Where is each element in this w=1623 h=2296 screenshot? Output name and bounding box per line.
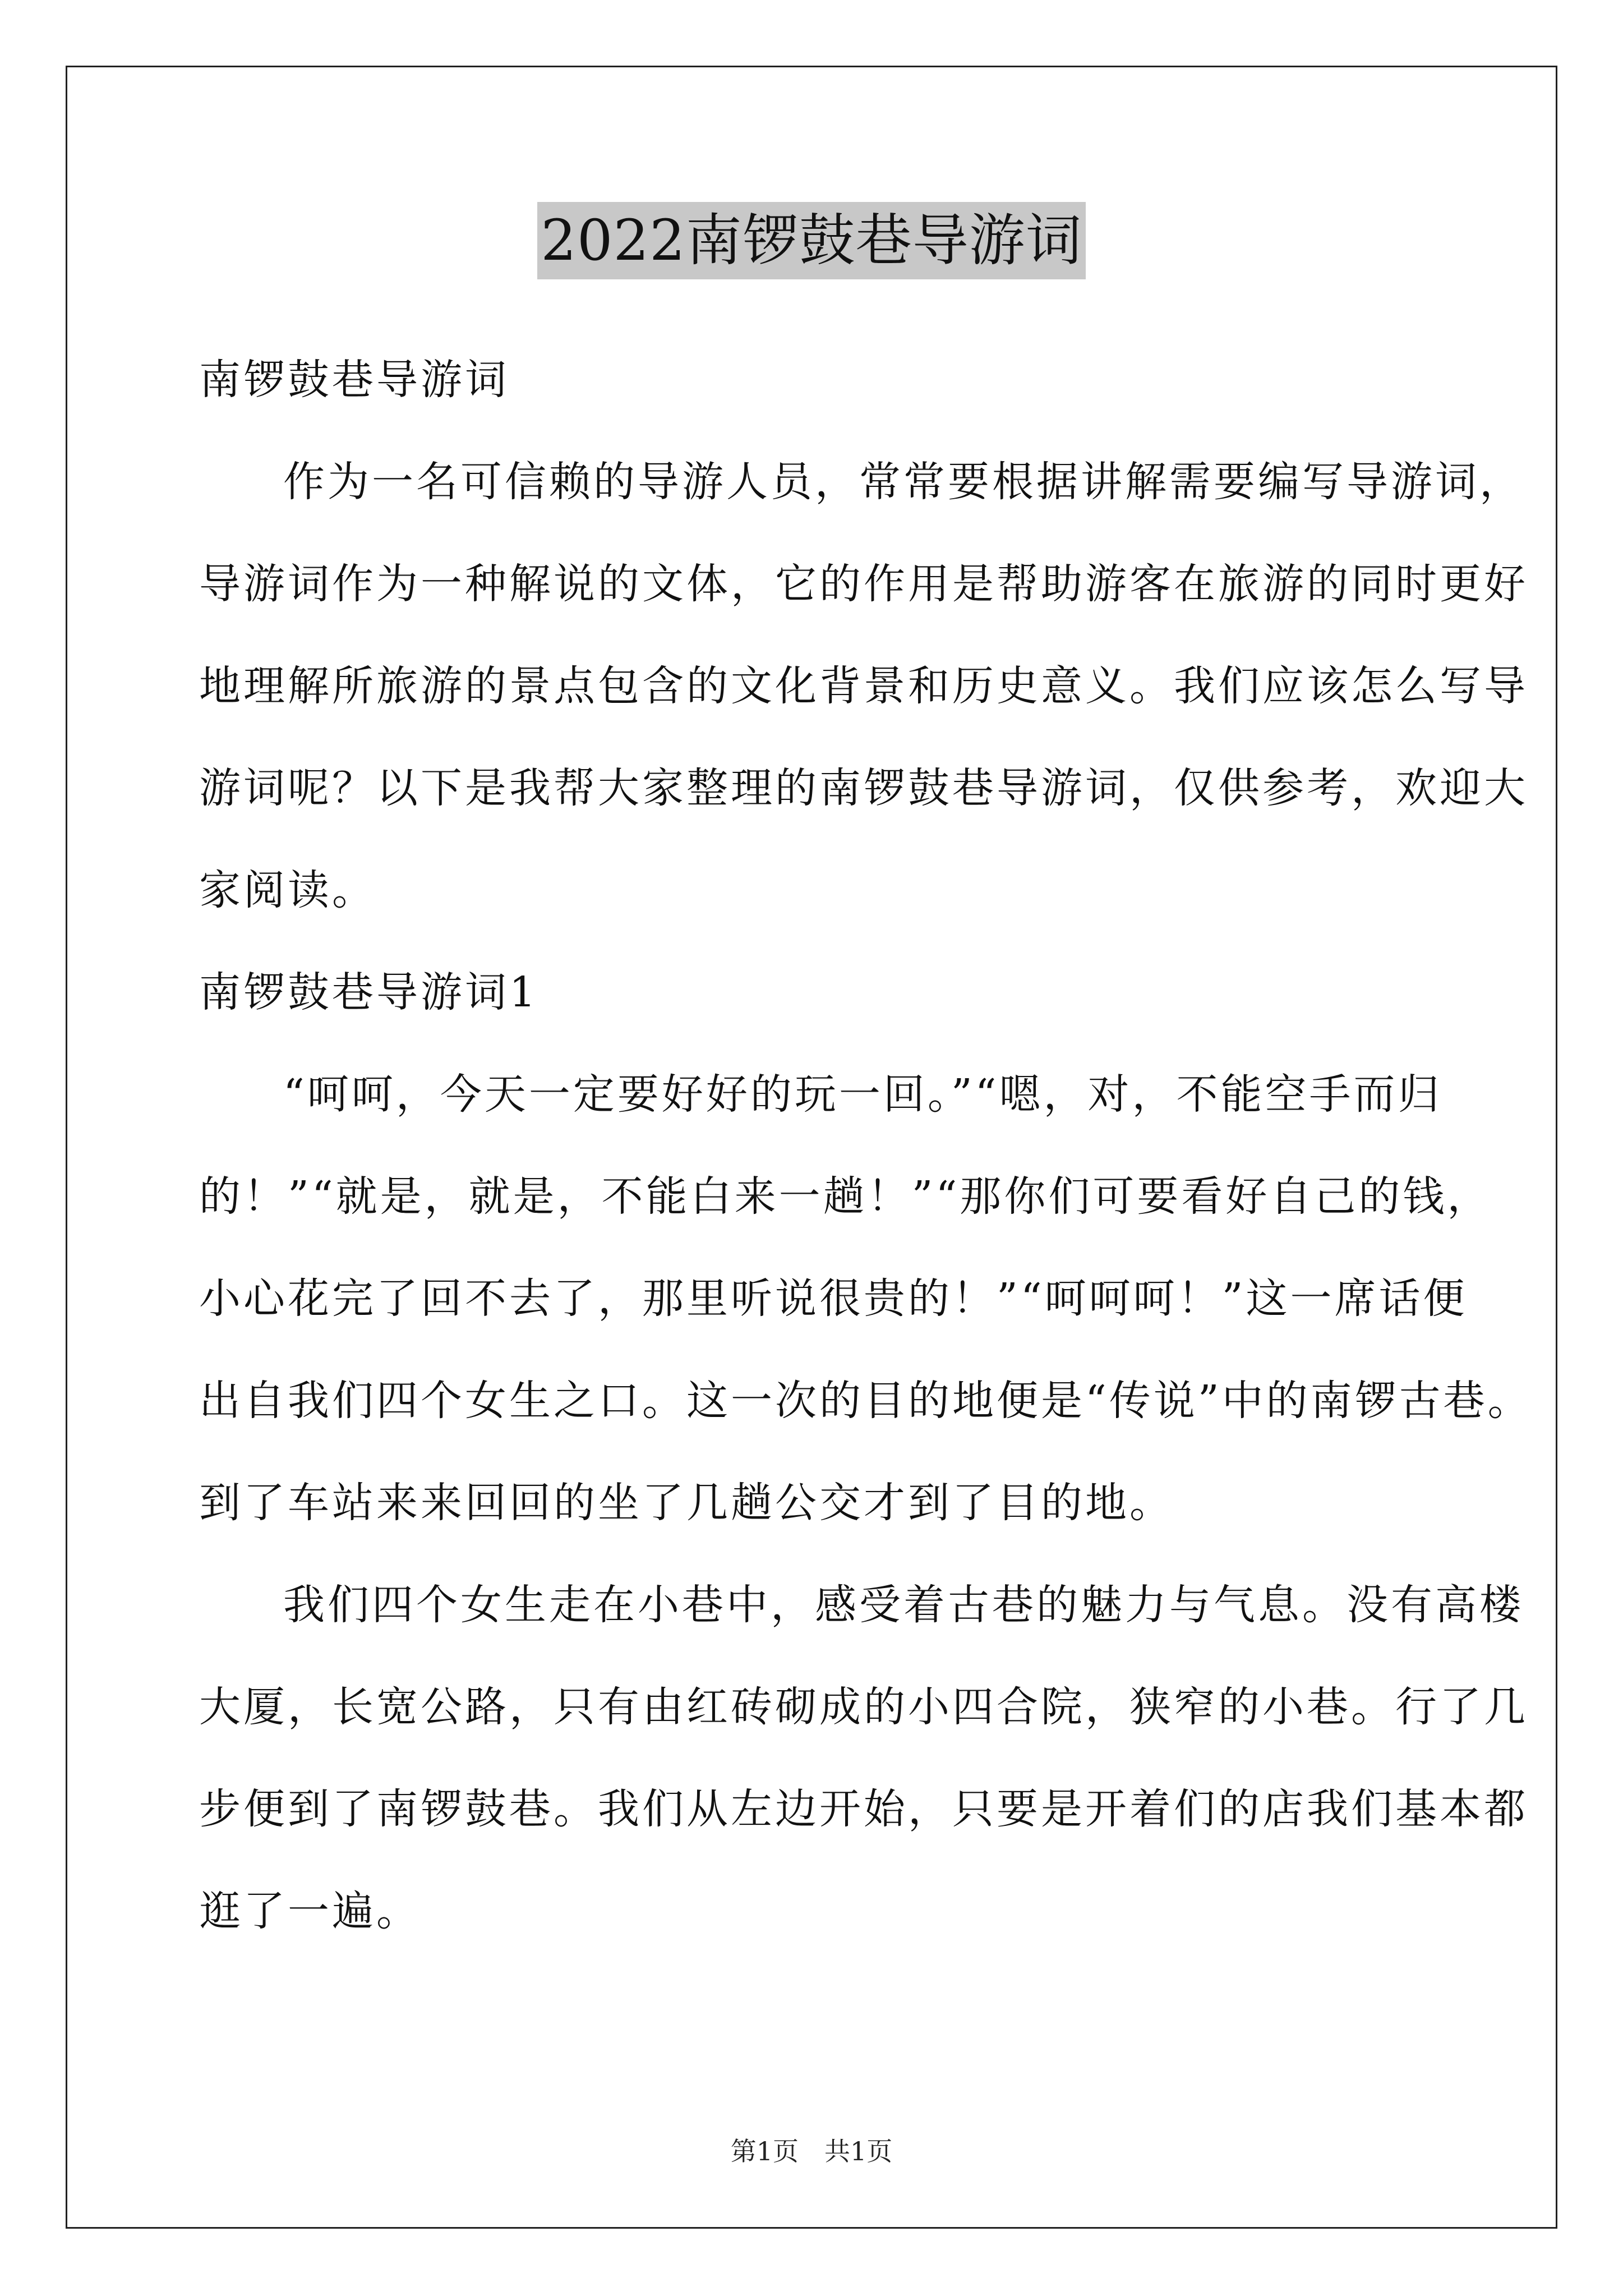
body-line: 到了车站来来回回的坐了几趟公交才到了目的地。 bbox=[199, 1479, 1174, 1527]
body-line: 地理解所旅游的景点包含的文化背景和历史意义。我们应该怎么写导 bbox=[199, 662, 1528, 710]
body-line: 出自我们四个女生之口。这一次的目的地便是“传说”中的南锣古巷。 bbox=[199, 1377, 1532, 1425]
title-wrap bbox=[0, 202, 1623, 279]
body-line: 我们四个女生走在小巷中，感受着古巷的魅力与气息。没有高楼 bbox=[283, 1581, 1524, 1629]
body-line: 家阅读。 bbox=[199, 866, 376, 914]
body-line: 大厦，长宽公路，只有由红砖砌成的小四合院，狭窄的小巷。行了几 bbox=[199, 1683, 1528, 1731]
body-line: 的！”“就是，就是，不能白来一趟！”“那你们可要看好自己的钱， bbox=[199, 1172, 1492, 1221]
document-body bbox=[199, 347, 1532, 1980]
body-line: 步便到了南锣鼓巷。我们从左边开始，只要是开着们的店我们基本都 bbox=[199, 1785, 1528, 1833]
section-heading: 南锣鼓巷导游词1 bbox=[199, 968, 539, 1016]
body-line: 游词呢？以下是我帮大家整理的南锣鼓巷导游词，仅供参考，欢迎大 bbox=[199, 764, 1528, 812]
page-footer: 第1页 共1页 bbox=[730, 2136, 893, 2166]
body-line: 导游词作为一种解说的文体，它的作用是帮助游客在旅游的同时更好 bbox=[199, 560, 1528, 608]
document-title: 2022南锣鼓巷导游词 bbox=[537, 202, 1086, 279]
body-line: 南锣鼓巷导游词 bbox=[199, 356, 509, 404]
body-line: 作为一名可信赖的导游人员，常常要根据讲解需要编写导游词， bbox=[283, 458, 1524, 506]
body-line: 小心花完了回不去了，那里听说很贵的！”“呵呵呵！”这一席话便 bbox=[199, 1274, 1468, 1323]
body-line: 逛了一遍。 bbox=[199, 1887, 421, 1935]
body-line: “呵呵，今天一定要好好的玩一回。”“嗯，对，不能空手而归 bbox=[283, 1070, 1442, 1119]
